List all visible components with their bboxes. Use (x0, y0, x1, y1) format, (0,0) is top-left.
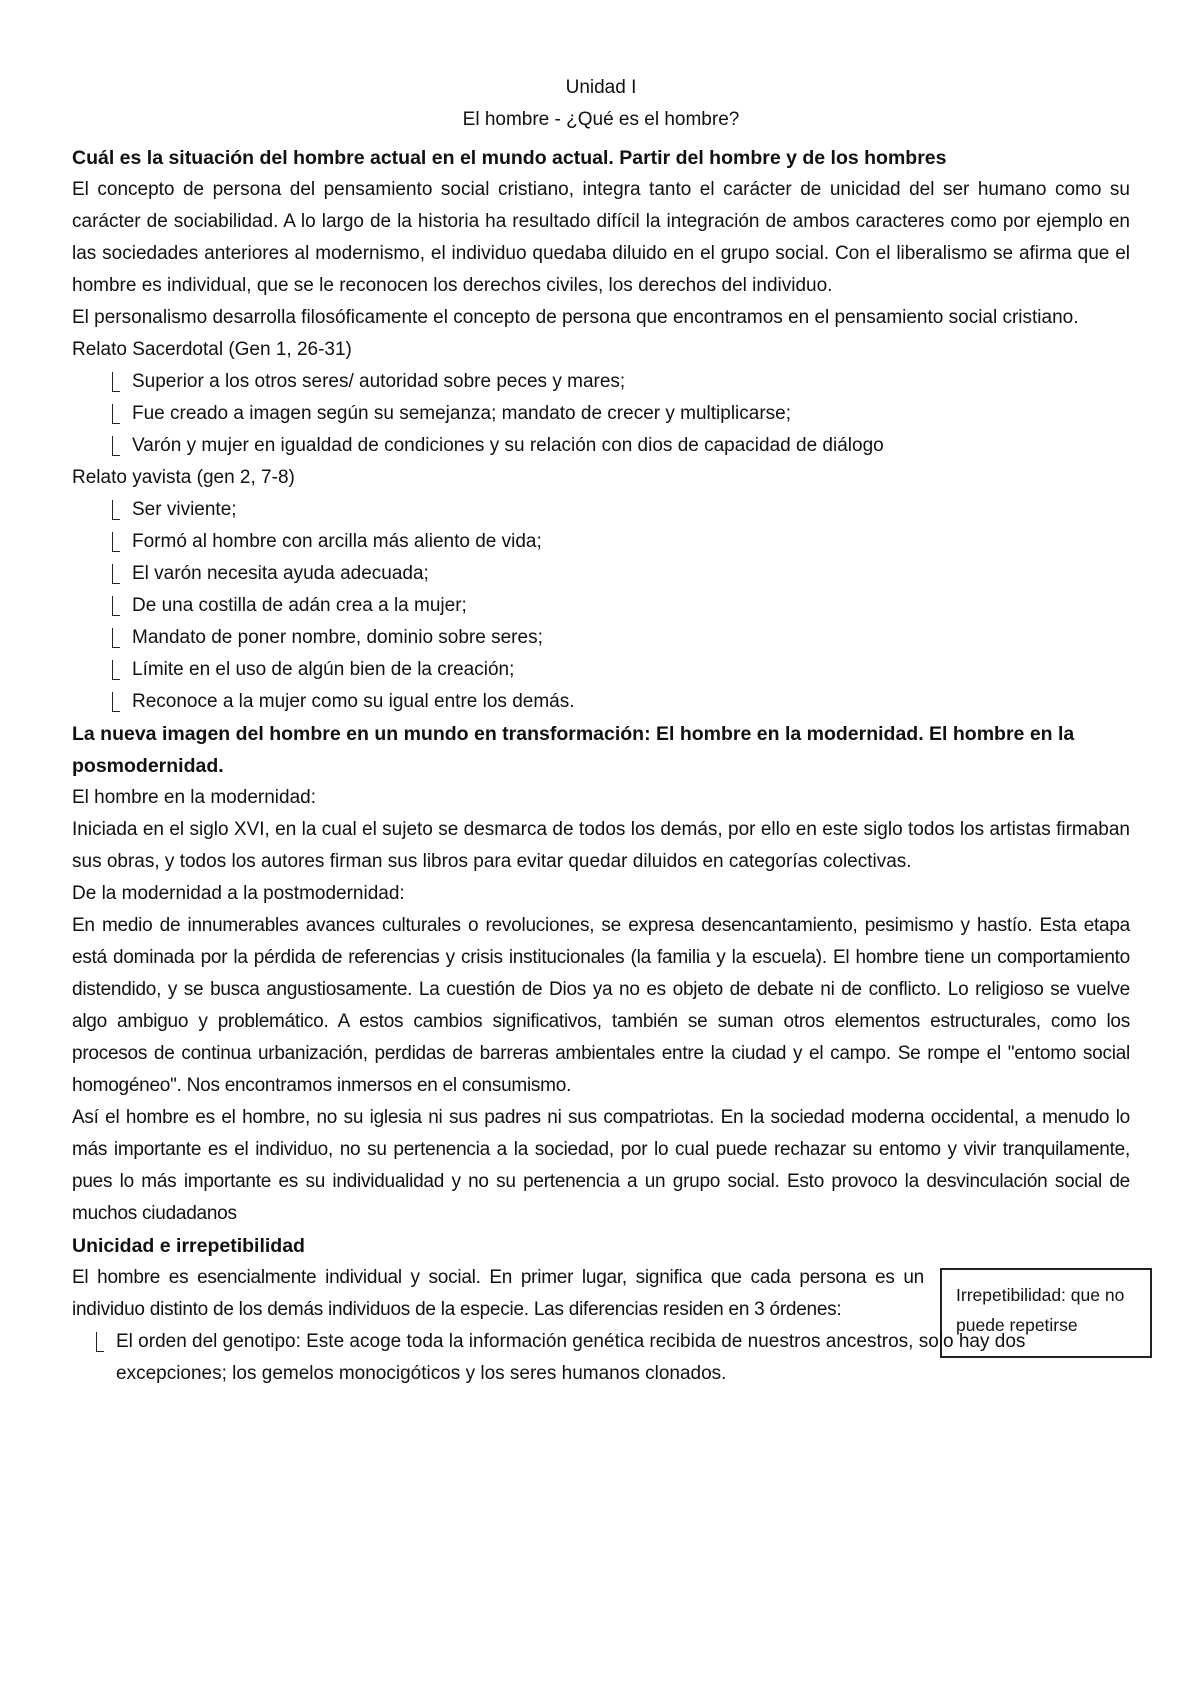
relato-yavista-list (72, 494, 1130, 718)
list-item-text: Límite en el uso de algún bien de la creación; (132, 659, 515, 680)
unicidad-block (72, 1262, 1130, 1390)
list-item-text: De una costilla de adán crea a la mujer; (132, 595, 467, 616)
document-content (72, 72, 1130, 1390)
list-item (112, 494, 1130, 526)
modernidad-label: El hombre en la modernidad: (72, 787, 316, 808)
list-item-text: Fue creado a imagen según su semejanza; mandato de crecer y multiplicarse; (132, 403, 792, 424)
list-item-text: Ser viviente; (132, 499, 237, 520)
relato-yavista-label: Relato yavista (gen 2, 7-8) (72, 467, 295, 488)
list-item-text: Formó al hombre con arcilla más aliento de vida; (132, 531, 542, 552)
bullet-bracket-icon (112, 436, 120, 456)
bullet-bracket-icon (112, 404, 120, 424)
bullet-bracket-icon (112, 660, 120, 680)
paragraph-unicidad-intro: El hombre es esencialmente individual y social. En primer lugar, significa que cada persona es un individuo distinto de los demás individuos de la especie. Las diferencias residen en 3 órdenes: (72, 1267, 924, 1320)
postmodernidad-label: De la modernidad a la postmodernidad: (72, 883, 405, 904)
list-item-text: Varón y mujer en igualdad de condiciones y su relación con dios de capacidad de diálogo (132, 435, 884, 456)
list-item-text: El varón necesita ayuda adecuada; (132, 563, 429, 584)
section-heading-nueva-imagen: La nueva imagen del hombre en un mundo en transformación: El hombre en la modernidad. El hombre en la posmodernidad. (72, 723, 1075, 777)
section-heading-unicidad: Unicidad e irrepetibilidad (72, 1235, 305, 1257)
bullet-bracket-icon (112, 372, 120, 392)
list-item-text: Superior a los otros seres/ autoridad sobre peces y mares; (132, 371, 626, 392)
list-item (96, 1326, 1130, 1390)
unit-title: Unidad I (565, 77, 637, 98)
paragraph-modernidad: Iniciada en el siglo XVI, en la cual el sujeto se desmarca de todos los demás, por ello en este siglo todos los artistas firmaban sus obras, y todos los autores firman sus libros para evitar quedar diluidos en categorías colectivas. (72, 819, 1130, 872)
list-item (112, 622, 1130, 654)
list-item (112, 686, 1130, 718)
bullet-bracket-icon (112, 596, 120, 616)
list-item-text: Mandato de poner nombre, dominio sobre seres; (132, 627, 543, 648)
list-item (112, 526, 1130, 558)
paragraph-personalismo: El personalismo desarrolla filosóficamente el concepto de persona que encontramos en el pensamiento social cristiano. (72, 307, 1079, 328)
list-item (112, 366, 1130, 398)
bullet-bracket-icon (112, 532, 120, 552)
list-item (112, 558, 1130, 590)
bullet-bracket-icon (112, 500, 120, 520)
bullet-bracket-icon (112, 628, 120, 648)
list-item-text: El orden del genotipo: Este acoge toda la información genética recibida de nuestros ancestros, solo hay dos excepciones; los gemelos monocigóticos y los seres humanos clonados. (116, 1331, 1026, 1384)
paragraph-postmodernidad: En medio de innumerables avances culturales o revoluciones, se expresa desencantamiento, pesimismo y hastío. Esta etapa está dominada por la pérdida de referencias y crisis institucionales (la familia y la escuela). El hombre tiene un comportamiento distendido, y se busca angustiosamente. La cuestión de Dios ya no es objeto de debate ni de conflicto. Lo religioso se vuelve algo ambiguo y problemático. A estos cambios significativos, también se suman otros elementos estructurales, como los procesos de continua urbanización, perdidas de barreras ambientales entre la ciudad y el campo. Se rompe el "entomo social homogéneo". Nos encontramos inmersos en el consumismo. (72, 915, 1130, 1096)
bullet-bracket-icon (96, 1332, 104, 1352)
list-item (112, 398, 1130, 430)
list-item (112, 654, 1130, 686)
list-item-text: Reconoce a la mujer como su igual entre los demás. (132, 691, 575, 712)
definition-textbox: Irrepetibilidad: que no puede repetirse (940, 1268, 1152, 1358)
relato-sacerdotal-label: Relato Sacerdotal (Gen 1, 26-31) (72, 339, 352, 360)
paragraph-concepto-persona: El concepto de persona del pensamiento social cristiano, integra tanto el carácter de unicidad del ser humano como su carácter de sociabilidad. A lo largo de la historia ha resultado difícil la integración de ambos caracteres como por ejemplo en las sociedades anteriores al modernismo, el individuo quedaba diluido en el grupo social. Con el liberalismo se afirma que el hombre es individual, que se le reconocen los derechos civiles, los derechos del individuo. (72, 179, 1130, 296)
ordenes-list (72, 1326, 1130, 1390)
section-heading-situacion: Cuál es la situación del hombre actual en el mundo actual. Partir del hombre y de los hombres (72, 147, 947, 169)
bullet-bracket-icon (112, 564, 120, 584)
document-subtitle: El hombre - ¿Qué es el hombre? (462, 109, 740, 130)
list-item (112, 430, 1130, 462)
relato-sacerdotal-list (72, 366, 1130, 462)
bullet-bracket-icon (112, 692, 120, 712)
list-item (112, 590, 1130, 622)
paragraph-conclusion: Así el hombre es el hombre, no su iglesia ni sus padres ni sus compatriotas. En la sociedad moderna occidental, a menudo lo más importante es el individuo, no su pertenencia a la sociedad, por lo cual puede rechazar su entomo y vivir tranquilamente, pues lo más importante es su individualidad y no su pertenencia a un grupo social. Esto provoco la desvinculación social de muchos ciudadanos (72, 1107, 1130, 1224)
